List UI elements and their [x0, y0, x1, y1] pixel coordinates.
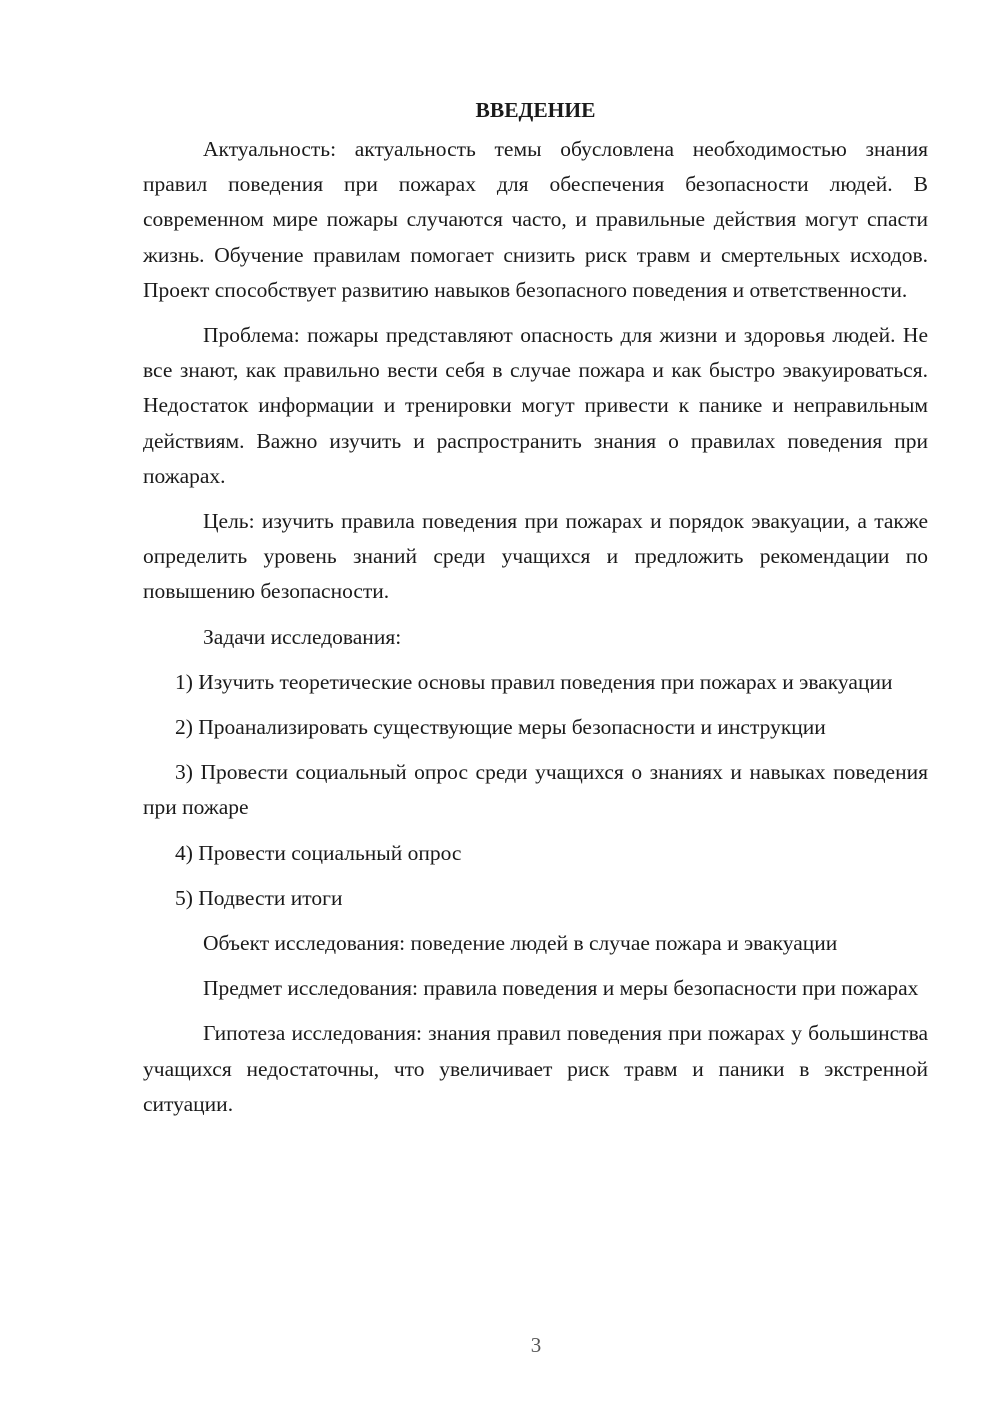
list-item-task-4: 4) Провести социальный опрос	[175, 840, 462, 865]
paragraph-object: Объект исследования: поведение людей в случае пожара и эвакуации	[203, 931, 838, 956]
page-title: ВВЕДЕНИЕ	[475, 98, 596, 122]
paragraph-hypothesis: Гипотеза исследования: знания правил поведения при пожарах у большинства учащихся недостаточны, что увеличивает риск травм и паники в экстренной ситуации.	[143, 1021, 928, 1116]
document-page	[143, 92, 928, 1122]
tasks-title: Задачи исследования:	[203, 624, 402, 649]
paragraph-relevance: Актуальность: актуальность темы обусловлена необходимостью знания правил поведения при пожарах для обеспечения безопасности людей. В современном мире пожары случаются часто, и правильные действия могут спасти жизнь. Обучение правилам помогает снизить риск травм и смертельных исходов. Проект способствует развитию навыков безопасного поведения и ответственности.	[143, 137, 928, 302]
list-item-task-5: 5) Подвести итоги	[175, 885, 343, 910]
list-item-task-1: 1) Изучить теоретические основы правил поведения при пожарах и эвакуации	[175, 669, 893, 694]
page-number: 3	[530, 1333, 542, 1357]
list-item-task-2: 2) Проанализировать существующие меры безопасности и инструкции	[175, 715, 826, 740]
paragraph-problem: Проблема: пожары представляют опасность для жизни и здоровья людей. Не все знают, как правильно вести себя в случае пожара и как быстро эвакуироваться. Недостаток информации и тренировки могут привести к панике и неправильным действиям. Важно изучить и распространить знания о правилах поведения при пожарах.	[143, 323, 928, 488]
paragraph-goal: Цель: изучить правила поведения при пожарах и порядок эвакуации, а также определить уровень знаний среди учащихся и предложить рекомендации по повышению безопасности.	[143, 509, 928, 604]
list-item-task-3: 3) Провести социальный опрос среди учащихся о знаниях и навыках поведения при пожаре	[143, 760, 928, 820]
paragraph-subject: Предмет исследования: правила поведения и меры безопасности при пожарах	[203, 976, 919, 1001]
